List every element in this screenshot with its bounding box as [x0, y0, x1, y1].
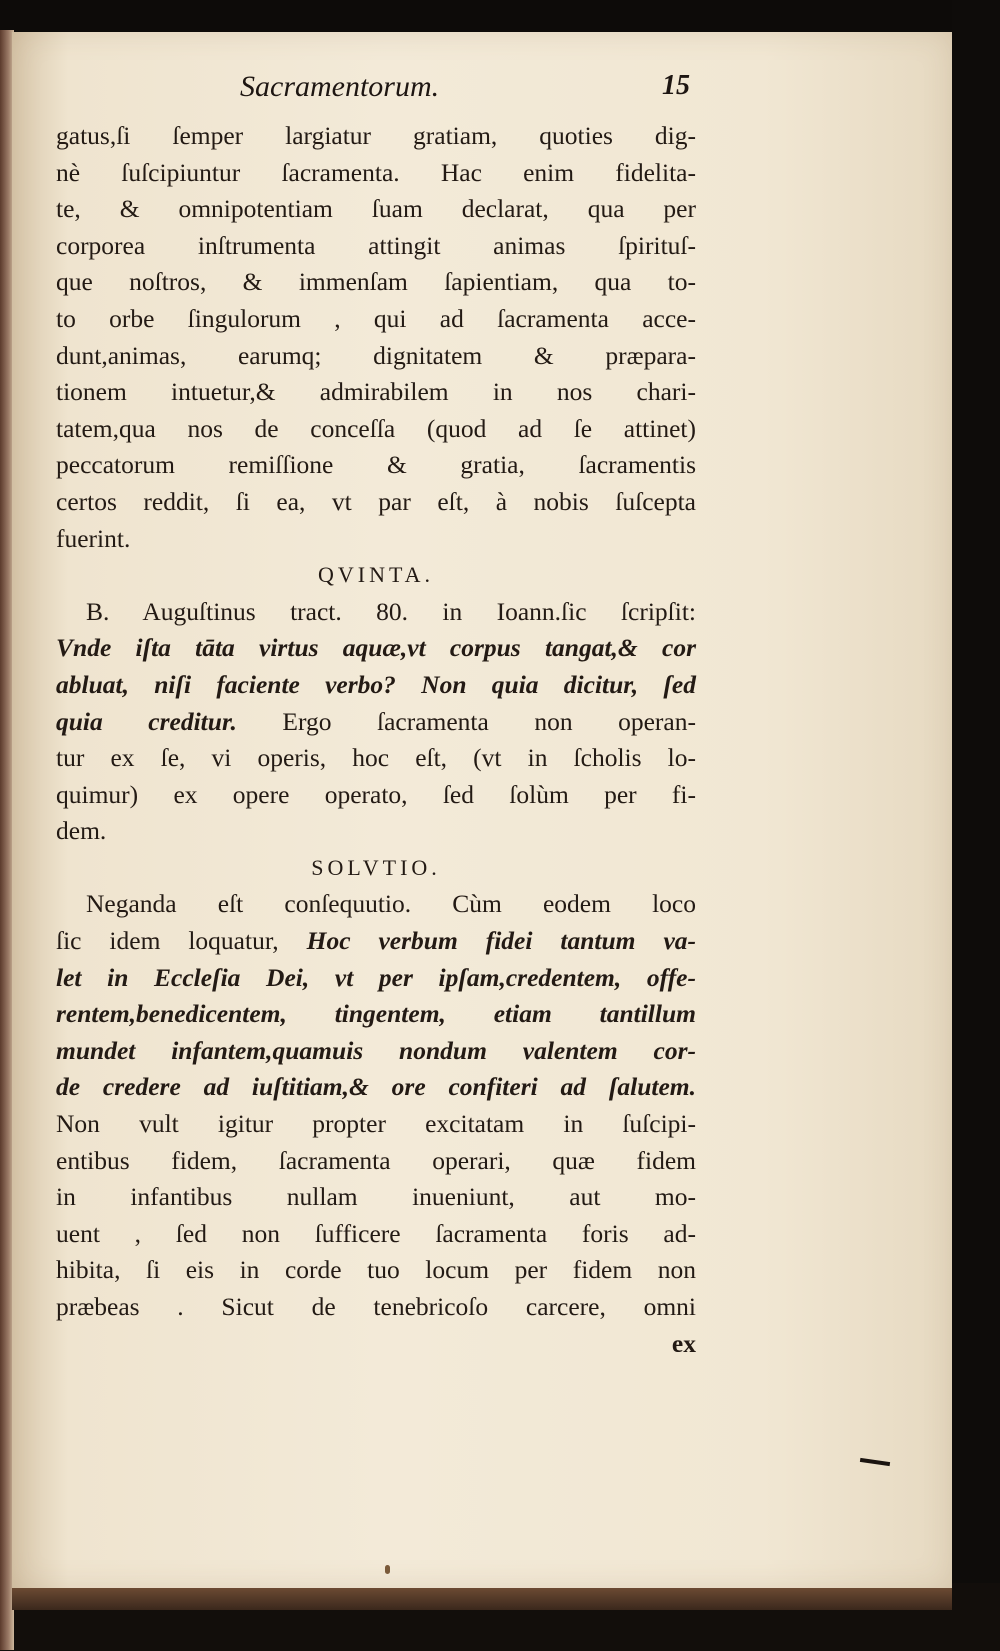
section-heading-quinta: QVINTA.	[317, 562, 435, 588]
text-line: dunt,animas, earumq; dignitatem & præpara-	[56, 340, 696, 370]
running-head: Sacramentorum.	[240, 70, 440, 103]
text-line: uent , ſed non ſufficere ſacramenta foris ad-	[56, 1218, 696, 1248]
paragraph-1	[56, 118, 696, 557]
text-line: te, & omnipotentiam ſuam declarat, qua per	[56, 194, 696, 224]
text-line: fuerint.	[56, 523, 131, 553]
text-line: quimur) ex opere operato, ſed ſolùm per fi-	[56, 779, 696, 809]
text-line: que noſtros, & immenſam ſapientiam, qua to-	[56, 267, 696, 297]
italic-quote-line: let in Eccleſia Dei, vt per ipſam,credentem, offe-	[56, 962, 696, 992]
text-line: B. Auguſtinus tract. 80. in Ioann.ſic ſcripſit:	[86, 596, 696, 626]
text-line: in infantibus nullam inueniunt, aut mo-	[56, 1182, 696, 1212]
text-line: Neganda eſt conſequutio. Cùm eodem loco	[86, 889, 696, 919]
page-text	[56, 118, 696, 1362]
italic-quote-line: de credere ad iuſtitiam,& ore confiteri ad ſalutem.	[56, 1072, 696, 1102]
paper-spot	[385, 1565, 390, 1574]
page-bottom-edge	[12, 1588, 952, 1610]
scan-background-right	[952, 0, 1000, 1651]
text-line	[56, 923, 696, 960]
italic-quote-fragment: Hoc verbum fidei tantum va-	[278, 926, 697, 956]
italic-quote-line: abluat, niſi faciente verbo? Non quia dicitur, ſed	[56, 669, 696, 699]
section-heading-solutio: SOLVTIO.	[311, 854, 441, 880]
text-line: peccatorum remiſſione & gratia, ſacramentis	[56, 450, 696, 480]
text-line: to orbe ſingulorum , qui ad ſacramenta acce-	[56, 303, 696, 333]
text-line: dem.	[56, 816, 107, 846]
text-fragment: Ergo ſacramenta non operan-	[236, 706, 696, 736]
paragraph-2	[56, 594, 696, 850]
text-line: nè ſuſcipiuntur ſacramenta. Hac enim fidelita-	[56, 157, 696, 187]
italic-quote-line: rentem,benedicentem, tingentem, etiam tantillum	[56, 999, 696, 1029]
text-line: Non vult igitur propter excitatam in ſuſcipi-	[56, 1109, 696, 1139]
text-line: tionem intuetur,& admirabilem in nos chari-	[56, 377, 696, 407]
catchword: ex	[671, 1328, 696, 1358]
text-line: gatus,ſi ſemper largiatur gratiam, quoties dig-	[56, 121, 696, 150]
text-line: præbeas . Sicut de tenebricoſo carcere, omni	[56, 1292, 696, 1321]
text-line: hibita, ſi eis in corde tuo locum per fidem non	[56, 1255, 696, 1285]
text-fragment: ſic idem loquatur,	[56, 926, 279, 956]
text-line	[56, 704, 696, 741]
text-line: certos reddit, ſi ea, vt par eſt, à nobis ſuſcepta	[56, 486, 696, 516]
page-number: 15	[662, 70, 690, 101]
italic-quote-fragment: quia creditur.	[56, 706, 237, 736]
page-header	[240, 70, 690, 110]
text-line: corporea inſtrumenta attingit animas ſpirituſ-	[56, 230, 696, 260]
italic-quote-line: mundet infantem,quamuis nondum valentem cor-	[56, 1035, 696, 1065]
text-line: tur ex ſe, vi operis, hoc eſt, (vt in ſcholis lo-	[56, 743, 696, 773]
text-line: tatem,qua nos de conceſſa (quod ad ſe attinet)	[56, 413, 696, 443]
italic-quote-line: Vnde iſta tāta virtus aquæ,vt corpus tangat,& cor	[56, 633, 696, 663]
text-line: entibus fidem, ſacramenta operari, quæ fidem	[56, 1145, 696, 1175]
paragraph-3	[56, 886, 696, 1325]
